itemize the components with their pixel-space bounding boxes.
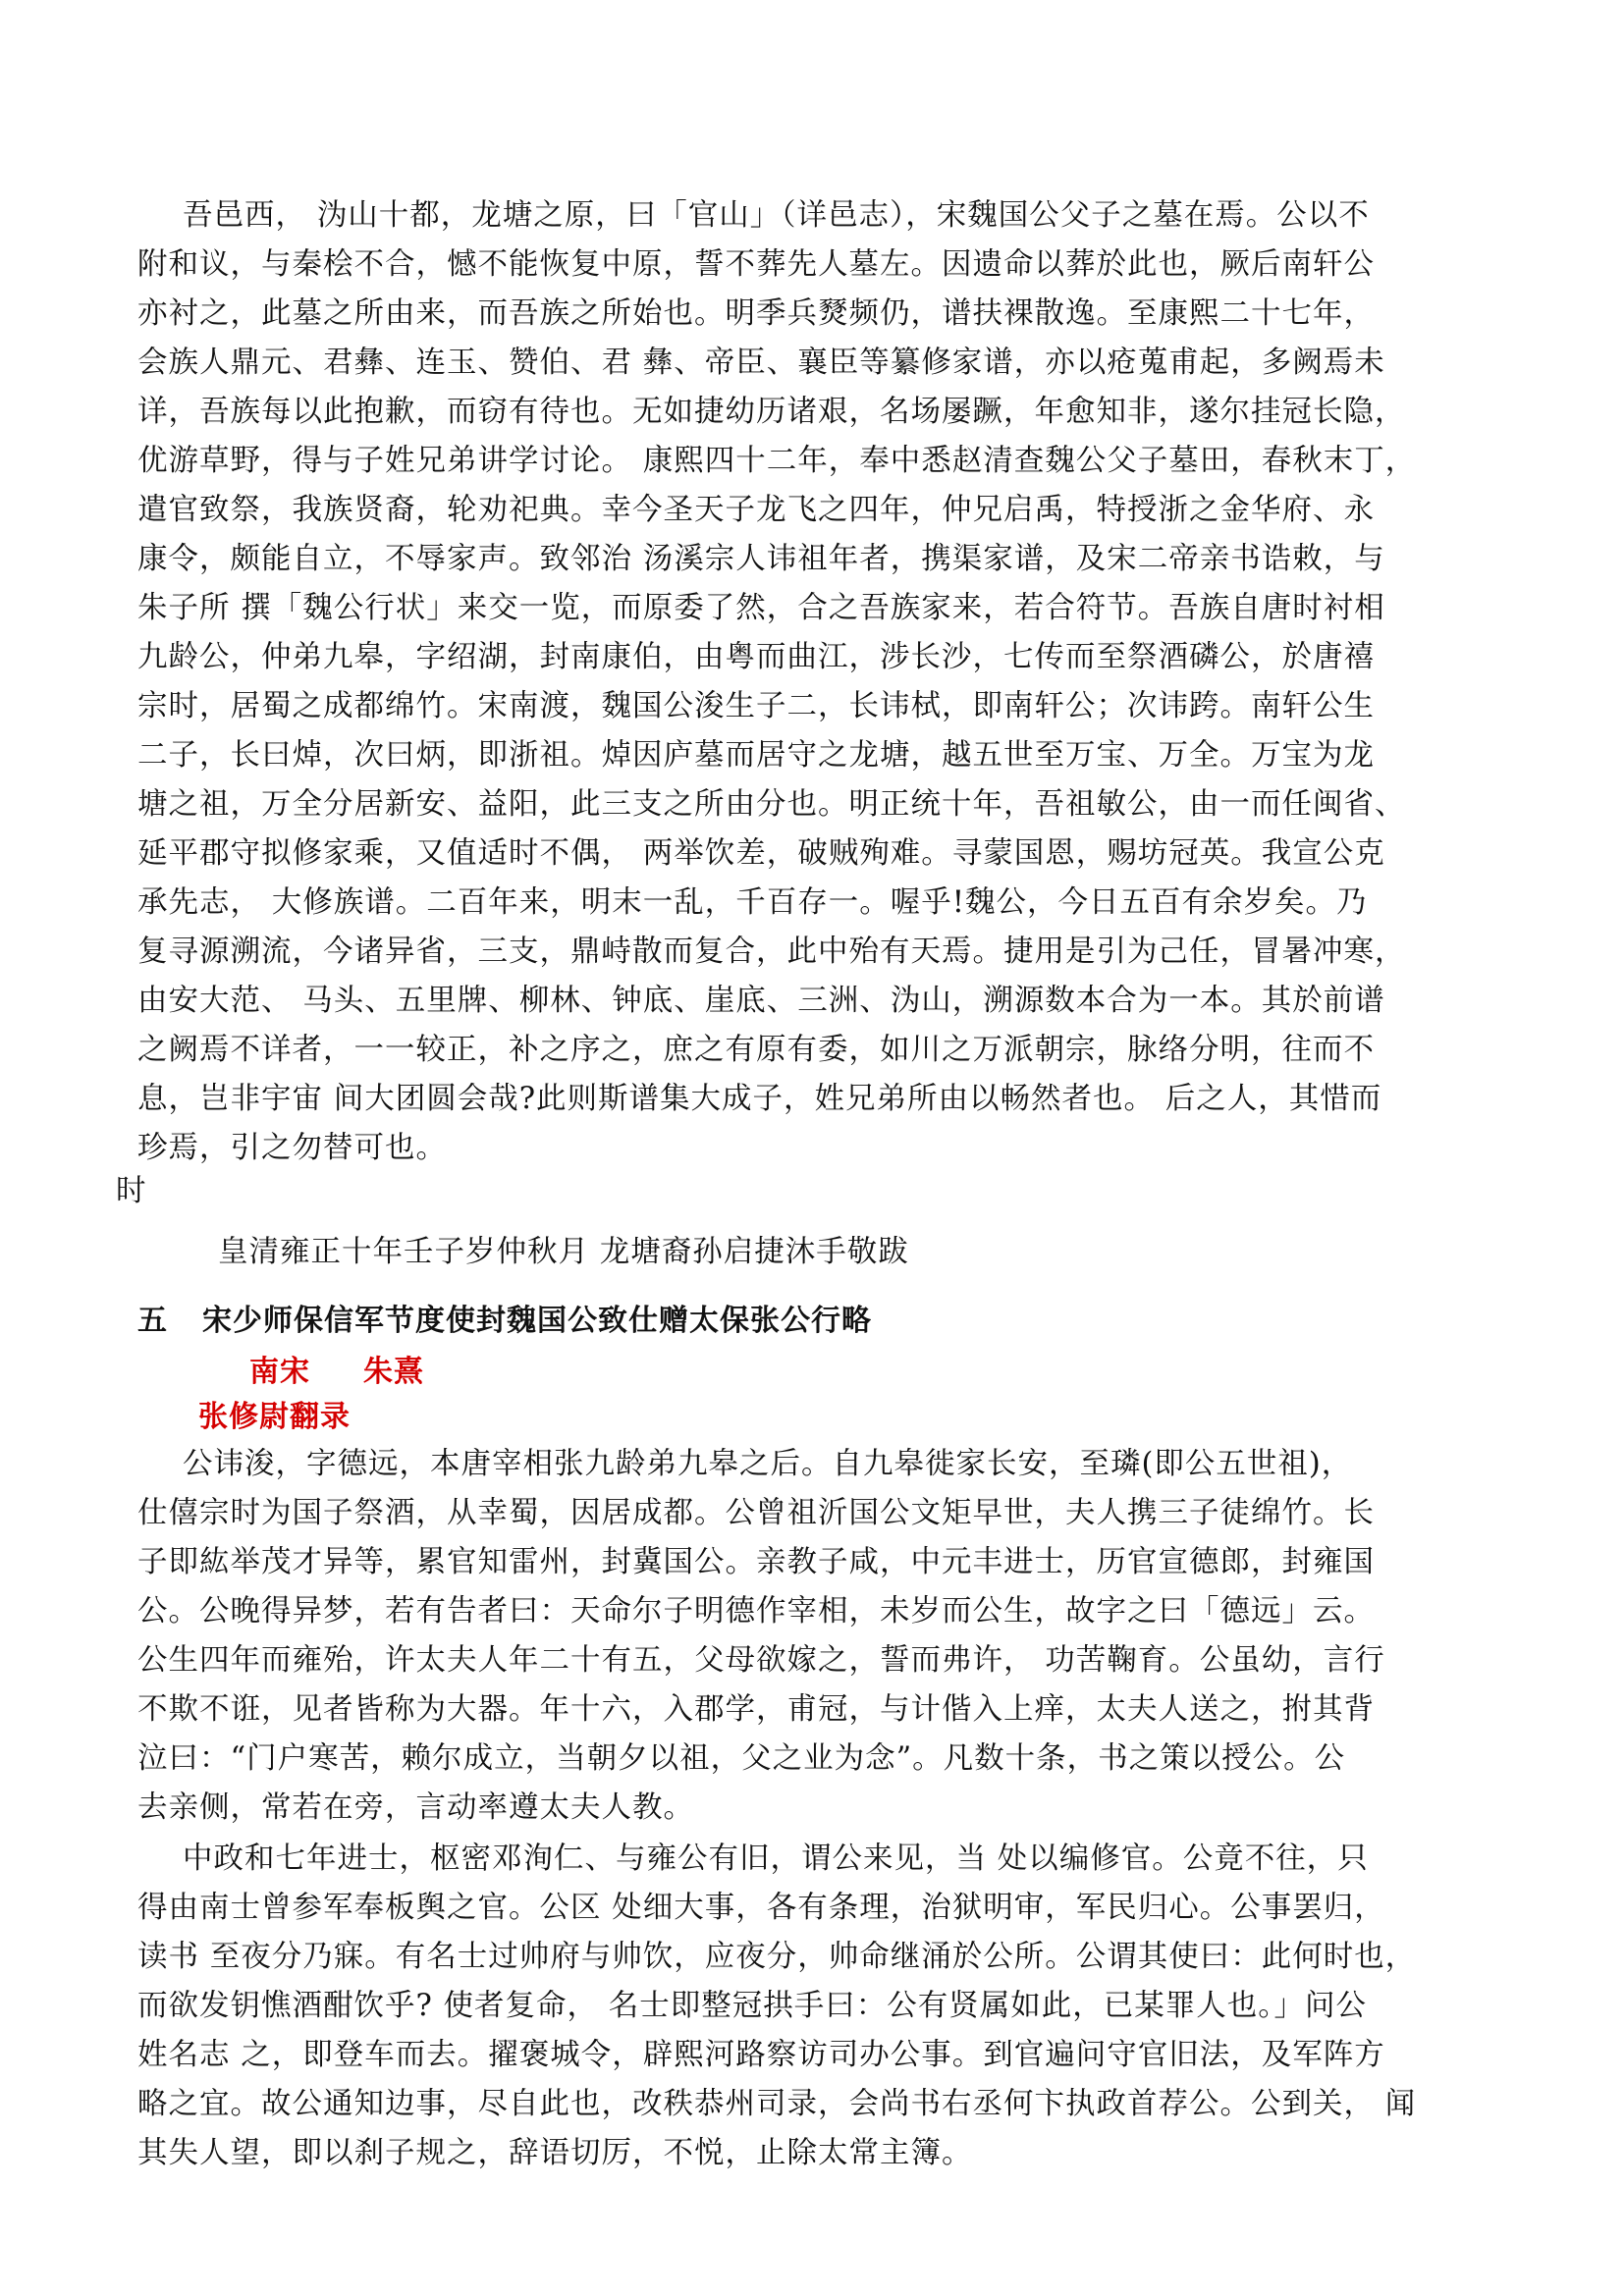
text-line: 珍焉，引之勿替可也。 xyxy=(137,1131,447,1165)
text-line: 去亲侧，常若在旁，言动率遵太夫人教。 xyxy=(137,1790,694,1825)
text-line: 亦衬之，此墓之所由来，而吾族之所始也。明季兵燹频仍，谱扶裸散逸。至康熙二十七年， xyxy=(137,296,1375,331)
text-line: 姓名志 之，即登车而去。擢褒城令，辟熙河路察访司办公事。到官遍问守官旧法，及军阵方 xyxy=(137,2038,1385,2072)
text-line: 而欲发钥憔酒酣饮乎? 使者复命， 名士即整冠拱手曰：公有贤属如此，已某罪人也。」问公 xyxy=(137,1989,1367,2023)
text-line: 二子，长曰焯，次曰炳，即浙祖。焯因庐墓而居守之龙塘，越五世至万宝、万全。万宝为龙 xyxy=(137,738,1375,773)
author-dynasty: 南宋 xyxy=(249,1355,310,1389)
text-line: 附和议，与秦桧不合，憾不能恢复中原，誓不葬先人墓左。因遗命以葬於此也，厥后南轩公 xyxy=(137,247,1375,282)
section-title: 宋少师保信军节度使封魏国公致仕赠太保张公行略 xyxy=(202,1304,872,1338)
section-number: 五 xyxy=(137,1304,168,1338)
text-line: 公。公晚得异梦，若有告者曰：天命尔子明德作宰相，未岁而公生，故字之曰「德远」云。 xyxy=(137,1594,1375,1629)
text-line: 详，吾族每以此抱歉，而窃有待也。无如捷幼历诸艰，名场屡蹶，年愈知非，遂尔挂冠长隐， xyxy=(137,395,1406,429)
text-line: 优游草野，得与子姓兄弟讲学讨论。 康熙四十二年，奉中悉赵清查魏公父子墓田，春秋末丁， xyxy=(137,444,1417,478)
text-line: 吾邑西， 沩山十都，龙塘之原，曰「官山」（详邑志），宋魏国公父子之墓在焉。公以不 xyxy=(183,198,1370,233)
text-line: 九龄公，仲弟九皋，字绍湖，封南康伯，由粤而曲江，涉长沙，七传而至祭酒磷公，於唐禧 xyxy=(137,640,1375,674)
section-heading xyxy=(137,1302,872,1341)
text-line: 塘之祖，万全分居新安、益阳，此三支之所由分也。明正统十年，吾祖敏公，由一而任闽省、 xyxy=(137,787,1406,822)
author-name: 朱熹 xyxy=(363,1355,424,1389)
text-line: 延平郡守拟修家乘，又值适时不偶， 两举饮差，破贼殉难。寻蒙国恩，赐坊冠英。我宣公克 xyxy=(137,836,1385,871)
text-line: 息，岂非宇宙 间大团圆会哉?此则斯谱集大成子，姓兄弟所由以畅然者也。 后之人，其惜而 xyxy=(137,1082,1382,1116)
signature-line: 皇清雍正十年壬子岁仲秋月 龙塘裔孙启捷沐手敬跋 xyxy=(218,1235,909,1269)
text-line: 读书 至夜分乃寐。有名士过帅府与帅饮，应夜分，帅命继涌於公所。公谓其使曰：此何时也， xyxy=(137,1940,1417,1974)
text-line: 康令，颇能自立，不辱家声。致邻治 汤溪宗人讳祖年者，携渠家谱，及宋二帝亲书诰敕，与 xyxy=(137,542,1385,576)
text-line: 遣官致祭，我族贤裔，轮劝祀典。幸今圣天子龙飞之四年，仲兄启禹，特授浙之金华府、永 xyxy=(137,493,1375,527)
text-line: 宗时，居蜀之成都绵竹。宋南渡，魏国公浚生子二，长讳栻，即南轩公；次讳跨。南轩公生 xyxy=(137,689,1375,723)
time-label: 时 xyxy=(116,1174,147,1208)
transcriber-credit: 张修尉翻录 xyxy=(198,1400,351,1434)
text-line: 泣曰：“门户寒苦，赖尔成立，当朝夕以祖，父之业为念”。凡数十条，书之策以授公。公 xyxy=(137,1741,1346,1776)
text-line: 朱子所 撰「魏公行状」来交一览，而原委了然，合之吾族家来，若合符节。吾族自唐时衬相 xyxy=(137,591,1385,625)
text-line: 不欺不诳，见者皆称为大器。年十六，入郡学，甫冠，与计偕入上痒，太夫人送之，拊其背 xyxy=(137,1692,1375,1727)
text-line: 承先志， 大修族谱。二百年来，明末一乱，千百存一。喔乎!魏公，今日五百有余岁矣。乃 xyxy=(137,885,1368,920)
text-line: 中政和七年进士，枢密邓洵仁、与雍公有旧，谓公来见，当 处以编修官。公竟不往，只 xyxy=(183,1842,1369,1876)
text-line: 略之宜。故公通知边事，尽自此也，改秩恭州司录，会尚书右丞何卞执政首荐公。公到关， 闻 xyxy=(137,2087,1417,2121)
text-line: 子即紘举茂才异等，累官知雷州，封冀国公。亲教子咸，中元丰进士，历官宣德郎，封雍国 xyxy=(137,1545,1375,1579)
text-line: 得由南士曾参军奉板舆之官。公区 处细大事，各有条理，治狱明审，军民归心。公事罢归， xyxy=(137,1891,1385,1925)
text-line: 公生四年而雍殆，许太夫人年二十有五，父母欲嫁之，誓而弗许， 功苦鞠育。公虽幼，言行 xyxy=(137,1643,1385,1678)
text-line: 之阙焉不详者，一一较正，补之序之，庶之有原有委，如川之万派朝宗，脉络分明，往而不 xyxy=(137,1033,1375,1067)
text-line: 仕僖宗时为国子祭酒，从幸蜀，因居成都。公曾祖沂国公文矩早世，夫人携三子徒绵竹。长 xyxy=(137,1496,1375,1530)
text-line: 由安大范、 马头、五里牌、柳林、钟底、崖底、三洲、沩山，溯源数本合为一本。其於前谱 xyxy=(137,984,1385,1018)
text-line: 其失人望，即以刹子规之，辞语切厉，不悦，止除太常主簿。 xyxy=(137,2136,973,2170)
text-line: 公讳浚，字德远，本唐宰相张九龄弟九皋之后。自九皋徙家长安，至璘(即公五世祖)， xyxy=(183,1447,1353,1481)
text-line: 会族人鼎元、君彝、连玉、赞伯、君 彝、帝臣、襄臣等纂修家谱，亦以疮蒐甫起，多阙焉未 xyxy=(137,346,1385,380)
text-line: 复寻源溯流，今诸异省，三支，鼎峙散而复合，此中殆有天焉。捷用是引为己任，冒暑冲寒， xyxy=(137,934,1406,969)
